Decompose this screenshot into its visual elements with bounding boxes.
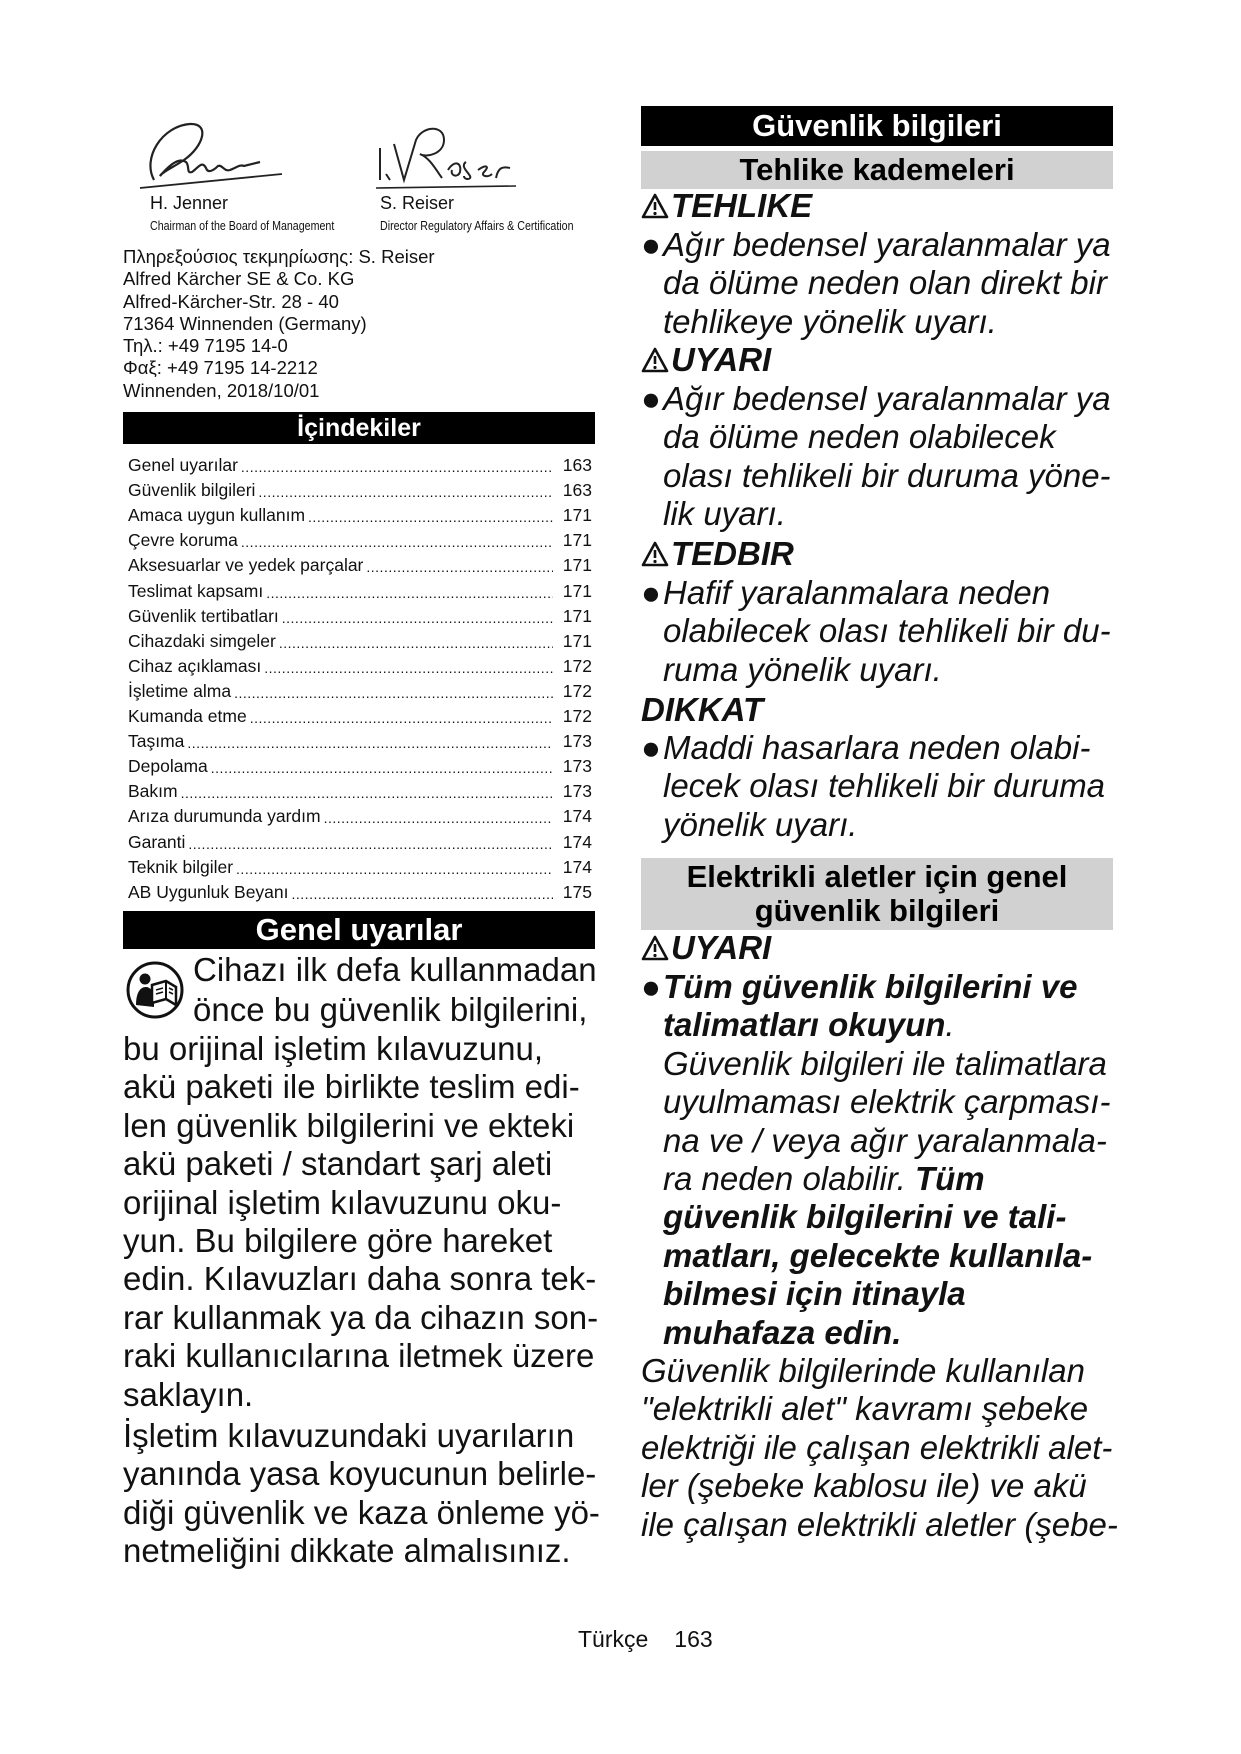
text-line: diği güvenlik ve kaza önleme yö- — [123, 1493, 600, 1531]
toc-row[interactable] — [128, 627, 592, 652]
text-line: ler (şebeke kablosu ile) ve akü — [641, 1467, 1087, 1505]
heading-line: güvenlik bilgileri — [754, 893, 1000, 928]
toc-leader-dots — [234, 684, 553, 702]
warning-triangle-icon — [641, 935, 669, 961]
text-line: orijinal işletim kılavuzunu oku- — [123, 1183, 562, 1221]
toc-row[interactable] — [128, 602, 592, 627]
text-line: na ve / veya ağır yaralanmala- — [663, 1121, 1107, 1159]
signer-1-name: H. Jenner — [150, 193, 229, 213]
toc-title: Teknik bilgiler — [128, 856, 234, 877]
toc-leader-dots — [292, 885, 553, 903]
toc-page: 163 — [562, 455, 592, 476]
text-line: da ölüme neden olabilecek — [663, 418, 1056, 456]
text-line: rar kullanmak ya da cihazın son- — [123, 1298, 599, 1336]
toc-leader-dots — [308, 508, 553, 526]
footer-language: Türkçe — [578, 1626, 649, 1652]
bullet-dot: ● — [641, 968, 661, 1005]
text-line: bu orijinal işletim kılavuzunu, — [123, 1030, 544, 1067]
text-line: Ağır bedensel yaralanmalar ya — [663, 226, 1111, 263]
toc-title: Kumanda etme — [128, 706, 247, 727]
text-line: Hafif yaralanmalara neden — [663, 574, 1051, 611]
text-line: talimatları okuyun — [663, 1006, 946, 1044]
signer-1-role: Chairman of the Board of Management — [150, 218, 335, 233]
toc-page: 172 — [562, 655, 592, 676]
electric-safety-instructions — [641, 968, 1116, 1352]
toc-leader-dots — [279, 634, 553, 652]
toc-leader-dots — [236, 860, 553, 878]
contact-line: 71364 Winnenden (Germany) — [123, 312, 367, 334]
toc-row[interactable] — [128, 677, 592, 702]
toc-title: Çevre koruma — [128, 530, 238, 551]
toc-leader-dots — [187, 734, 553, 752]
toc-title: Garanti — [128, 831, 186, 852]
text-line: Tüm güvenlik bilgilerini ve — [663, 968, 1078, 1005]
hazard-label-text: UYARI — [671, 929, 772, 966]
heading-line: Elektrikli aletler için genel — [686, 859, 1068, 894]
toc-page: 171 — [562, 505, 592, 526]
text-line: yun. Bu bilgilere göre hareket — [123, 1222, 553, 1260]
toc-page: 172 — [562, 680, 592, 701]
toc-title: Cihazdaki simgeler — [128, 630, 276, 651]
tehlike-kademeleri-heading: Tehlike kademeleri — [641, 151, 1113, 189]
text-line: elektriği ile çalışan elektrikli alet- — [641, 1428, 1113, 1466]
toc-title: Teslimat kapsamı — [128, 580, 264, 601]
toc-row[interactable] — [128, 652, 592, 677]
text-line: da ölüme neden olan direkt bir — [663, 264, 1107, 302]
toc-page: 171 — [562, 580, 592, 601]
contact-line: Alfred Kärcher SE & Co. KG — [123, 268, 355, 290]
toc-row[interactable] — [128, 777, 592, 802]
signature-h-jenner — [132, 118, 302, 198]
text-line: matları, gelecekte kullanıla- — [663, 1236, 1093, 1274]
toc-leader-dots — [241, 533, 553, 551]
intro-text — [123, 1030, 603, 1414]
signature-block — [132, 118, 602, 234]
regulation-paragraph — [123, 1417, 603, 1571]
toc-title: AB Uygunluk Beyanı — [128, 881, 289, 902]
hazard-label-text: TEHLIKE — [671, 187, 813, 224]
text-line: Maddi hasarlara neden olabi- — [663, 729, 1091, 766]
text-period: . — [945, 1006, 955, 1044]
elektrikli-aletler-heading — [641, 858, 1113, 930]
signature-s-reiser — [370, 118, 520, 198]
text-bold-inline: Tüm — [914, 1160, 985, 1198]
toc-title: İşletime alma — [128, 680, 232, 701]
toc-page: 175 — [562, 881, 592, 902]
toc-leader-dots — [241, 458, 553, 476]
hazard-label-uyari-electric — [641, 930, 771, 966]
text-line: uyulmaması elektrik çarpması- — [663, 1083, 1111, 1121]
page-footer — [578, 1626, 713, 1653]
toc-leader-dots — [266, 584, 553, 602]
toc-page: 163 — [562, 480, 592, 501]
text-line: edin. Kılavuzları daha sonra tek- — [123, 1260, 597, 1298]
text-line: Güvenlik bilgileri ile talimatlara — [663, 1044, 1107, 1082]
text-line: bilmesi için itinayla — [663, 1275, 966, 1313]
hazard-label-dikkat — [641, 692, 763, 728]
text-line: lecek olası tehlikeli bir duruma — [663, 767, 1106, 805]
bullet-dot: ● — [641, 226, 661, 263]
contact-line: Φαξ: +49 7195 14-2212 — [123, 357, 318, 379]
warning-triangle-icon — [641, 347, 669, 373]
toc-page: 171 — [562, 555, 592, 576]
hazard-label-tehlike — [641, 188, 812, 224]
hazard-label-text: UYARI — [671, 341, 772, 378]
text-line: yönelik uyarı. — [663, 805, 858, 843]
toc-leader-dots — [188, 835, 553, 853]
toc-title: Arıza durumunda yardım — [128, 806, 321, 827]
hazard-description — [641, 380, 1116, 534]
text-line: saklayın. — [123, 1375, 254, 1413]
toc-title: Güvenlik tertibatları — [128, 605, 279, 626]
toc-row[interactable] — [128, 702, 592, 727]
text-line: ra neden olabilir. — [663, 1160, 915, 1198]
bullet-dot: ● — [641, 574, 661, 611]
signer-2-name: S. Reiser — [380, 193, 455, 213]
toc-leader-dots — [264, 659, 553, 677]
text-line: ile çalışan elektrikli aletler (şebe- — [641, 1505, 1118, 1543]
contact-line: Winnenden, 2018/10/01 — [123, 379, 320, 401]
signer-2-role: Director Regulatory Affairs & Certification — [380, 218, 574, 233]
text-line: olası tehlikeli bir duruma yöne- — [663, 456, 1111, 494]
contact-line: Alfred-Kärcher-Str. 28 - 40 — [123, 290, 339, 312]
read-manual-icon — [126, 961, 184, 1019]
contact-line: Τηλ.: +49 7195 14-0 — [123, 335, 288, 357]
text-line: olabilecek olası tehlikeli bir du- — [663, 612, 1111, 650]
contact-line: Πληρεξούσιος τεκμηρίωσης: S. Reiser — [123, 246, 435, 267]
text-line: güvenlik bilgilerini ve tali- — [663, 1198, 1067, 1236]
toc-page: 171 — [562, 530, 592, 551]
text-line: raki kullanıcılarına iletmek üzere — [123, 1337, 595, 1375]
contact-block — [123, 246, 435, 402]
hazard-description — [641, 226, 1116, 341]
text-line: Güvenlik bilgilerinde kullanılan — [641, 1352, 1085, 1389]
toc-leader-dots — [258, 483, 553, 501]
toc-row[interactable] — [128, 853, 592, 878]
text-line: Ağır bedensel yaralanmalar ya — [663, 380, 1111, 417]
footer-page-number: 163 — [674, 1626, 713, 1652]
text-line: tehlikeye yönelik uyarı. — [663, 302, 997, 340]
toc-title: Depolama — [128, 756, 208, 777]
toc-row[interactable] — [128, 827, 592, 852]
text-line: yanında yasa koyucunun belirle- — [123, 1455, 597, 1493]
intro-text-first — [193, 950, 603, 1030]
toc-page: 173 — [562, 781, 592, 802]
toc-leader-dots — [282, 609, 553, 627]
toc-row[interactable] — [128, 727, 592, 752]
hazard-label-text: TEDBIR — [671, 535, 794, 572]
toc-row[interactable] — [128, 476, 592, 501]
text-line: len güvenlik bilgilerini ve ekteki — [123, 1106, 575, 1144]
hazard-description — [641, 729, 1116, 844]
bullet-dot: ● — [641, 380, 661, 417]
toc-page: 173 — [562, 756, 592, 777]
toc-title: Cihaz açıklaması — [128, 655, 262, 676]
toc-leader-dots — [366, 558, 553, 576]
text-line: Cihazı ilk defa kullanmadan — [193, 951, 597, 988]
toc-leader-dots — [211, 759, 553, 777]
toc-row[interactable] — [128, 878, 592, 903]
text-line: İşletim kılavuzundaki uyarıların — [123, 1417, 575, 1454]
hazard-description — [641, 574, 1116, 689]
text-line: lik uyarı. — [663, 495, 786, 533]
toc-title: Bakım — [128, 781, 178, 802]
toc-row[interactable] — [128, 451, 592, 476]
genel-uyarilar-heading: Genel uyarılar — [123, 911, 595, 949]
warning-triangle-icon — [641, 193, 669, 219]
text-line: ruma yönelik uyarı. — [663, 650, 942, 688]
hazard-label-uyari — [641, 342, 771, 378]
hazard-label-text: DIKKAT — [641, 691, 764, 728]
toc-leader-dots — [250, 709, 553, 727]
toc-page: 172 — [562, 706, 592, 727]
toc-row[interactable] — [128, 576, 592, 601]
text-line: muhafaza edin. — [663, 1313, 902, 1351]
toc-title: Genel uyarılar — [128, 455, 238, 476]
toc-title: Güvenlik bilgileri — [128, 480, 256, 501]
guvenlik-bilgileri-heading: Güvenlik bilgileri — [641, 106, 1113, 146]
toc-page: 171 — [562, 630, 592, 651]
toc-page: 174 — [562, 806, 592, 827]
toc-leader-dots — [181, 784, 553, 802]
toc-title: Aksesuarlar ve yedek parçalar — [128, 555, 364, 576]
text-line: "elektrikli alet" kavramı şebeke — [641, 1390, 1089, 1428]
text-line: netmeliğini dikkate almalısınız. — [123, 1532, 571, 1570]
toc-title: Amaca uygun kullanım — [128, 505, 306, 526]
toc-page: 174 — [562, 856, 592, 877]
text-line: akü paketi ile birlikte teslim edi- — [123, 1068, 580, 1106]
hazard-label-tedbir — [641, 536, 794, 572]
table-of-contents — [128, 451, 592, 903]
text-line: önce bu güvenlik bilgilerini, — [193, 991, 588, 1028]
toc-title: Taşıma — [128, 731, 185, 752]
text-line: akü paketi / standart şarj aleti — [123, 1145, 553, 1183]
toc-page: 173 — [562, 731, 592, 752]
warning-triangle-icon — [641, 541, 669, 567]
toc-leader-dots — [324, 809, 553, 827]
toc-row[interactable] — [128, 501, 592, 526]
toc-row[interactable] — [128, 526, 592, 551]
toc-heading: İçindekiler — [123, 412, 595, 444]
toc-row[interactable] — [128, 752, 592, 777]
bullet-dot: ● — [641, 729, 661, 766]
toc-row[interactable] — [128, 802, 592, 827]
electric-tool-term-paragraph — [641, 1352, 1121, 1544]
toc-page: 174 — [562, 831, 592, 852]
toc-page: 171 — [562, 605, 592, 626]
toc-row[interactable] — [128, 551, 592, 576]
